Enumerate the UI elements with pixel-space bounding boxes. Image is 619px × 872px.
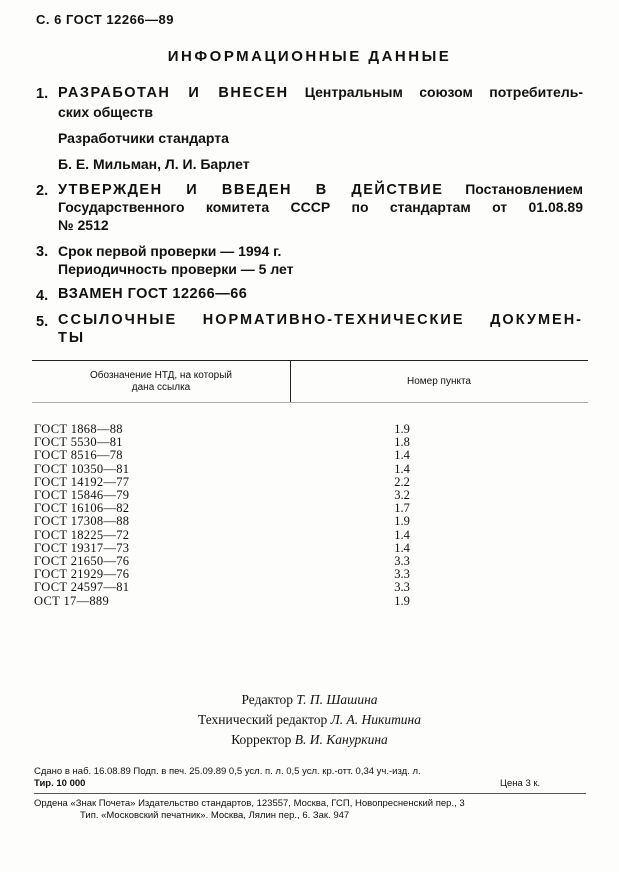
table-header-doc bbox=[32, 370, 290, 394]
section-1-number: 1. bbox=[36, 86, 49, 102]
section-3-line-1: Срок первой проверки — 1994 г. bbox=[58, 243, 282, 259]
table-row bbox=[32, 435, 588, 448]
section-2-line-1 bbox=[58, 181, 583, 199]
table-row bbox=[32, 594, 588, 607]
table-cell-doc: ГОСТ 18225—72 bbox=[34, 527, 130, 542]
section-1-line-1 bbox=[58, 84, 583, 102]
section-5-line-1: ССЫЛОЧНЫЕ НОРМАТИВНО-ТЕХНИЧЕСКИЕ ДОКУМЕН- bbox=[58, 312, 583, 328]
table-cell-doc: ГОСТ 15846—79 bbox=[34, 488, 130, 502]
table-cell-point: 3.3 bbox=[394, 554, 410, 568]
table-cell-doc: ГОСТ 1868—88 bbox=[34, 422, 123, 436]
credit-corrector bbox=[0, 732, 619, 748]
table-cell-doc: ГОСТ 5530—81 bbox=[34, 435, 123, 450]
table-cell-point: 1.9 bbox=[394, 593, 410, 608]
developers-names: Б. Е. Мильман, Л. И. Барлет bbox=[58, 156, 250, 172]
section-4-text: ВЗАМЕН ГОСТ 12266—66 bbox=[58, 286, 248, 302]
table-cell-doc: ГОСТ 21650—76 bbox=[34, 554, 130, 568]
section-2-rest: Постановлением bbox=[465, 181, 583, 197]
table-cell-doc: ГОСТ 24597—81 bbox=[34, 580, 130, 595]
table-cell-point: 1.4 bbox=[394, 448, 410, 463]
credit-tech-editor bbox=[0, 712, 619, 728]
table-cell-point: 3.3 bbox=[394, 580, 410, 595]
credit-corrector-label: Корректор bbox=[231, 732, 292, 747]
table-cell-point: 1.7 bbox=[394, 501, 410, 516]
credit-tech-editor-name: Л. А. Никитина bbox=[330, 712, 422, 727]
section-3-number: 3. bbox=[36, 244, 49, 260]
imprint-tirazh: Тир. 10 000 bbox=[34, 778, 86, 789]
table-cell-point: 1.9 bbox=[394, 514, 410, 529]
table-header-doc-line-1: Обозначение НТД, на который bbox=[89, 370, 232, 381]
page-title: ИНФОРМАЦИОННЫЕ ДАННЫЕ bbox=[167, 48, 452, 65]
section-1-rest: Центральным союзом потребитель- bbox=[304, 84, 583, 100]
table-row bbox=[32, 501, 588, 514]
table-row bbox=[32, 580, 588, 593]
table-cell-doc: ГОСТ 21929—76 bbox=[34, 567, 130, 582]
section-2-lead: УТВЕРЖДЕН И ВВЕДЕН В ДЕЙСТВИЕ bbox=[58, 182, 444, 198]
table-row bbox=[32, 567, 588, 580]
table-row bbox=[32, 528, 588, 541]
table-header-point: Номер пункта bbox=[406, 376, 471, 387]
table-row bbox=[32, 462, 588, 475]
table-row bbox=[32, 422, 588, 435]
table-row bbox=[32, 475, 588, 488]
table-row bbox=[32, 541, 588, 554]
table-header-doc-line-2: дана ссылка bbox=[131, 382, 191, 393]
table-cell-point: 3.3 bbox=[394, 567, 410, 582]
table-cell-point: 1.4 bbox=[394, 461, 410, 476]
table-cell-point: 2.2 bbox=[394, 474, 410, 489]
page-header: С. 6 ГОСТ 12266—89 bbox=[36, 12, 174, 27]
section-1-line-2: ских обществ bbox=[58, 104, 153, 120]
table-cell-point: 1.4 bbox=[394, 527, 410, 542]
table-cell-doc: ГОСТ 8516—78 bbox=[34, 448, 123, 463]
credit-editor-label: Редактор bbox=[241, 692, 294, 707]
table-row bbox=[32, 488, 588, 501]
table-row bbox=[32, 448, 588, 461]
section-2-line-2: Государственного комитета СССР по стандартам от 01.08.89 bbox=[58, 199, 583, 215]
table-cell-doc: ОСТ 17—889 bbox=[34, 593, 110, 608]
credit-editor bbox=[0, 692, 619, 708]
developers-label: Разработчики стандарта bbox=[58, 130, 229, 146]
table-cell-point: 1.4 bbox=[394, 540, 410, 555]
imprint-line-4: Тип. «Московский печатник». Москва, Лялин пер., 6. Зак. 947 bbox=[80, 810, 350, 821]
table-cell-doc: ГОСТ 19317—73 bbox=[34, 540, 130, 555]
section-1-lead: РАЗРАБОТАН И ВНЕСЕН bbox=[58, 85, 289, 101]
imprint-line-1: Сдано в наб. 16.08.89 Подп. в печ. 25.09.89 0,5 усл. п. л. 0,5 усл. кр.-отт. 0,34 уч.-изд. л. bbox=[34, 766, 421, 777]
table-cell-point: 3.2 bbox=[394, 488, 410, 502]
section-4-number: 4. bbox=[36, 288, 49, 304]
imprint-divider bbox=[34, 793, 586, 794]
table-row bbox=[32, 554, 588, 567]
section-5-line-2: ТЫ bbox=[58, 330, 86, 346]
section-2-line-3: № 2512 bbox=[58, 217, 109, 233]
table-cell-doc: ГОСТ 14192—77 bbox=[34, 474, 130, 489]
table-cell-doc: ГОСТ 10350—81 bbox=[34, 461, 130, 476]
table-cell-doc: ГОСТ 17308—88 bbox=[34, 514, 130, 529]
imprint-line-3: Ордена «Знак Почета» Издательство стандартов, 123557, Москва, ГСП, Новопресненский пер., 3 bbox=[34, 798, 465, 809]
credit-corrector-name: В. И. Кануркина bbox=[294, 732, 388, 747]
imprint-price: Цена 3 к. bbox=[500, 778, 541, 789]
credit-tech-editor-label: Технический редактор bbox=[197, 712, 328, 727]
table-top-rule bbox=[32, 360, 588, 361]
table-cell-doc: ГОСТ 16106—82 bbox=[34, 501, 130, 516]
section-3-line-2: Периодичность проверки — 5 лет bbox=[58, 261, 294, 277]
credit-editor-name: Т. П. Шашина bbox=[296, 692, 378, 707]
table-header-rule bbox=[32, 402, 588, 403]
table-cell-point: 1.9 bbox=[394, 422, 410, 436]
section-5-number: 5. bbox=[36, 314, 49, 330]
table-row bbox=[32, 514, 588, 527]
table-cell-point: 1.8 bbox=[394, 435, 410, 450]
section-2-number: 2. bbox=[36, 183, 49, 199]
